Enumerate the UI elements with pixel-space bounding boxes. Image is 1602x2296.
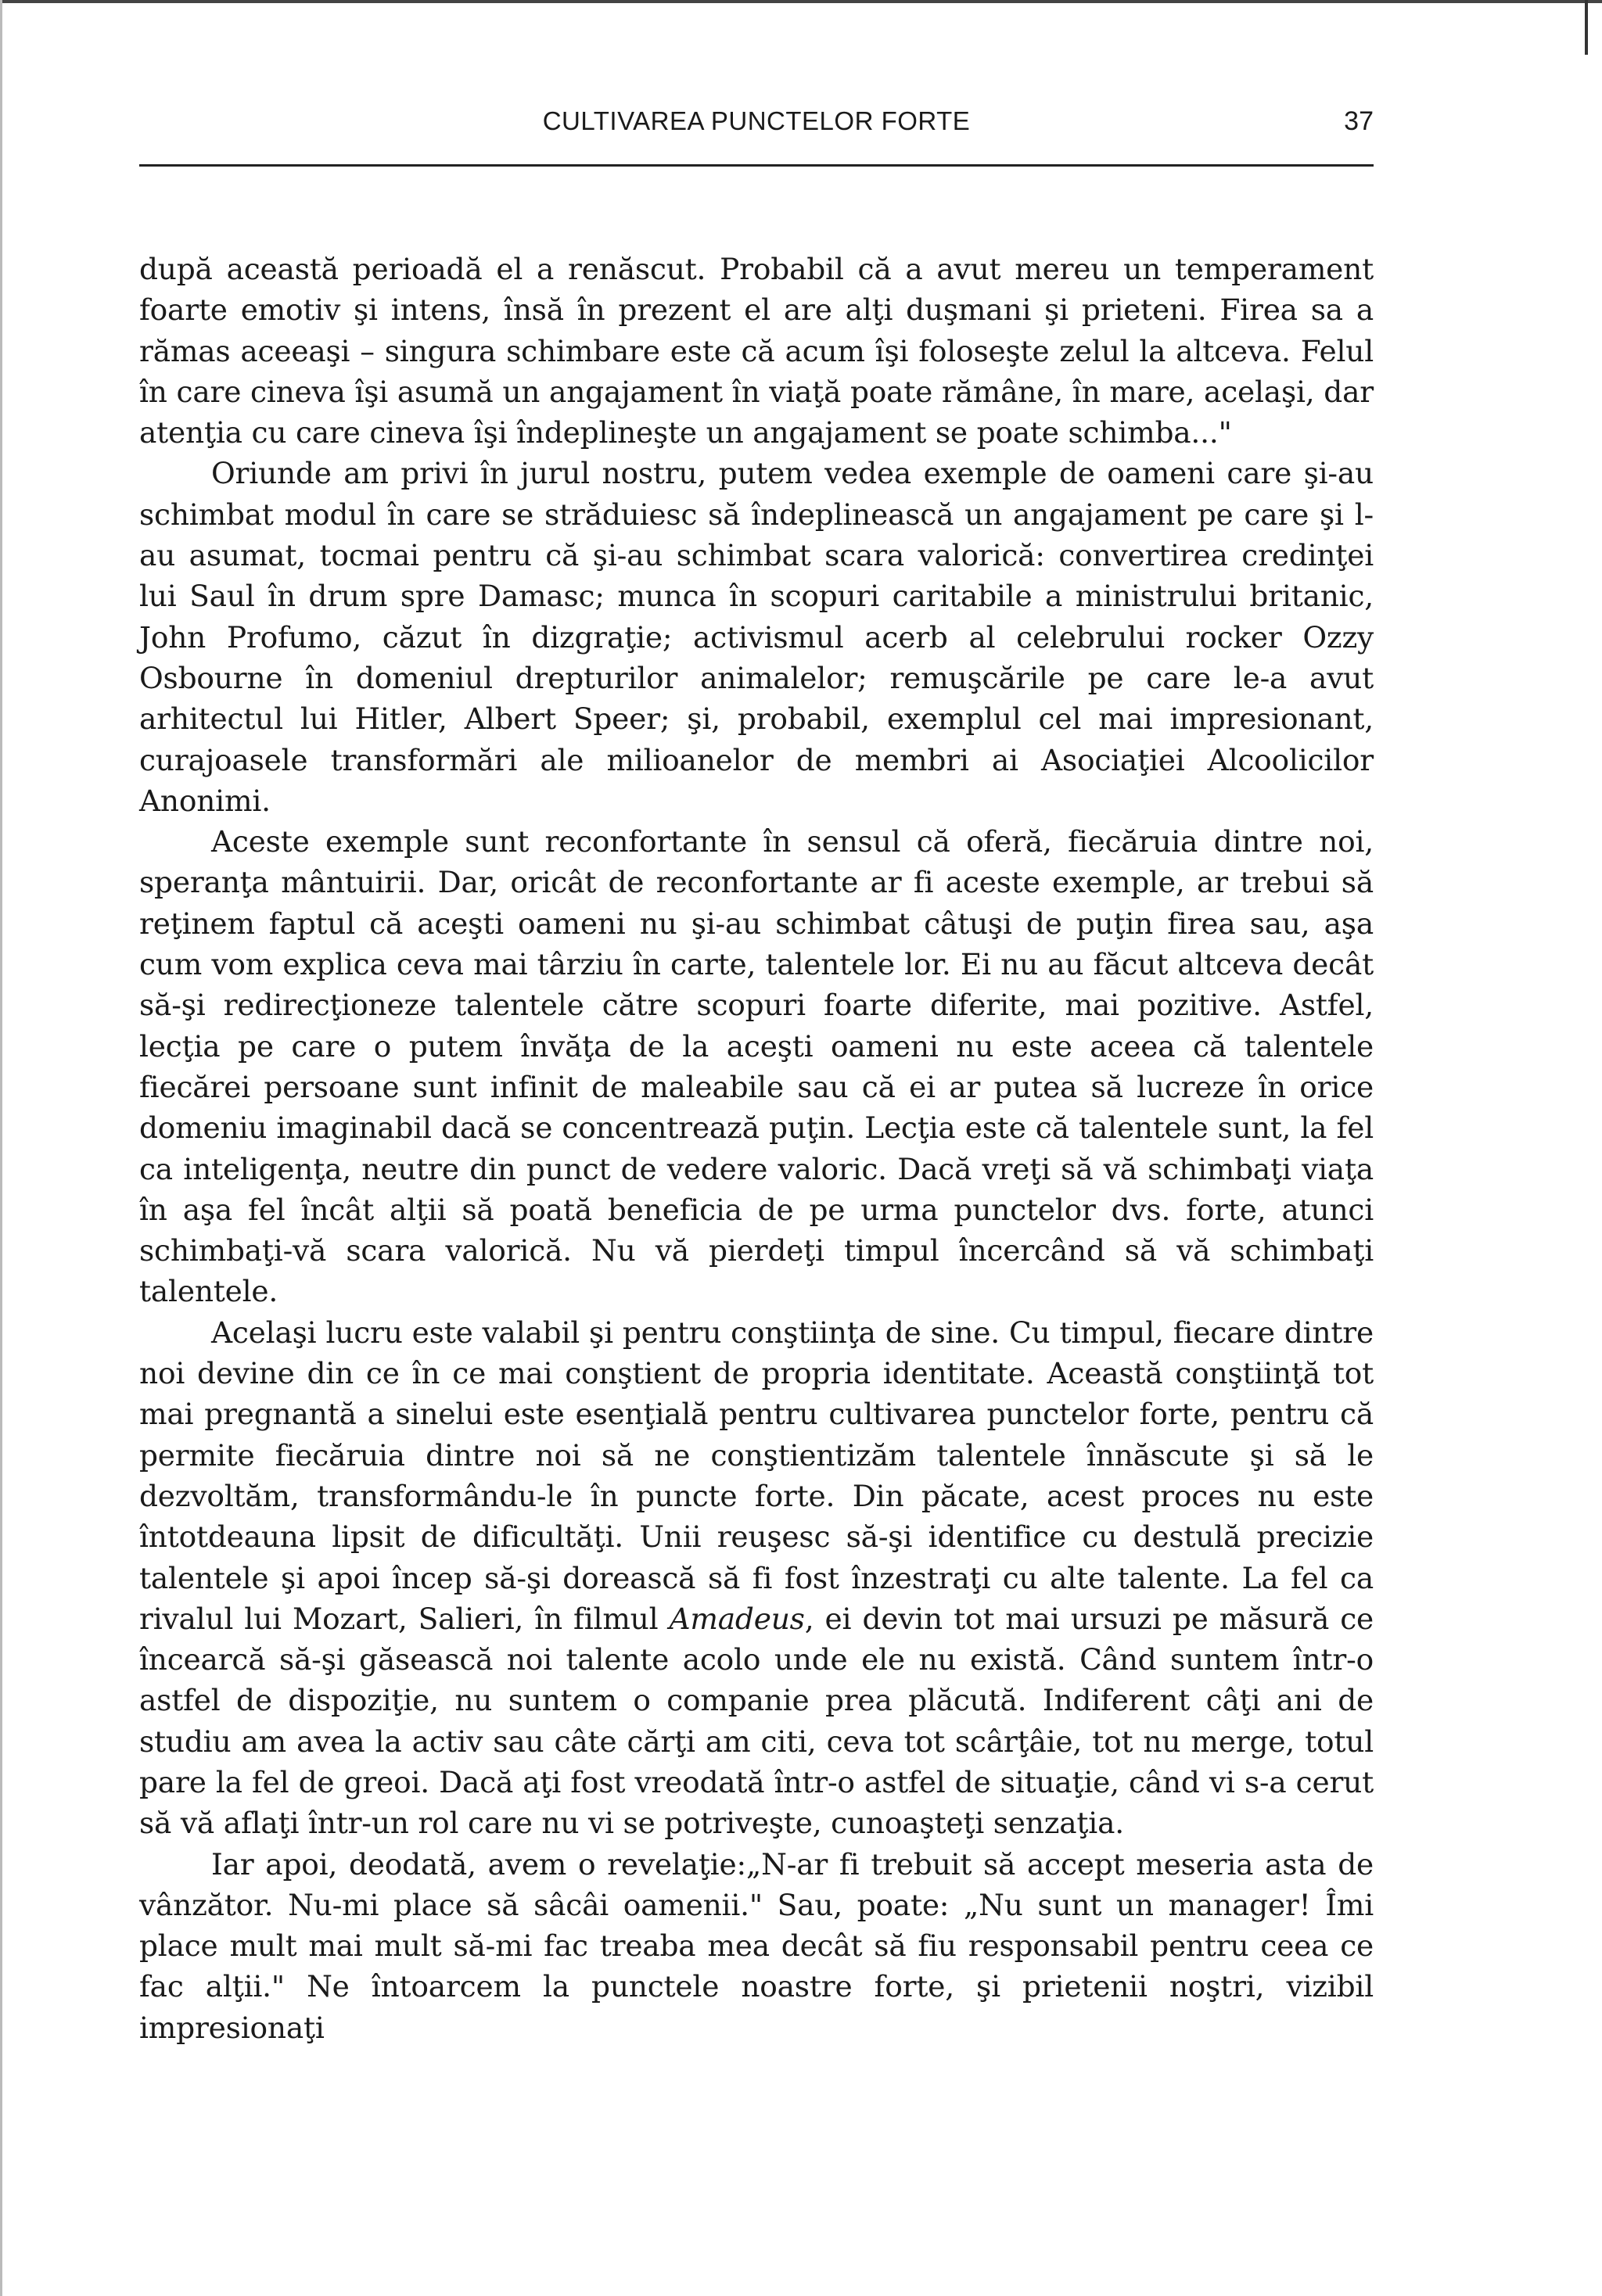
- scan-border-left: [0, 0, 2, 2296]
- paragraph-4-text: Acelaşi lucru este valabil şi pentru conştiinţa de sine. Cu timpul, fiecare dintre noi devine din ce în ce mai conştient de propria identitate. Această conştiinţă tot mai pregnantă a sinelui este esenţială pentru cultivarea punctelor forte, pentru că permite fiecăruia dintre noi să ne conştientizăm talentele înnăscute şi să le dezvoltăm, transformându-le în puncte forte. Din păcate, acest proces nu este întotdeauna lipsit de dificultăţi. Unii reuşesc să-şi identifice cu destulă precizie talentele şi apoi încep să-şi dorească să fi fost înzestraţi cu alte talente. La fel ca rivalul lui Mozart, Salieri, în filmul: [139, 1315, 1374, 1636]
- paragraph-1: după această perioadă el a renăscut. Probabil că a avut mereu un temperament foarte emotiv şi intens, însă în prezent el are alţi duşmani şi prieteni. Firea sa a rămas aceeaşi – singura schimbare este că acum îşi foloseşte zelul la altceva. Felul în care cineva îşi asumă un angajament în viaţă poate rămâne, în mare, acelaşi, dar atenţia cu care cineva îşi îndeplineşte un angajament se poate schimba...": [139, 252, 1374, 450]
- page-number: 37: [1344, 106, 1374, 136]
- running-header-title: CULTIVAREA PUNCTELOR FORTE: [542, 106, 971, 135]
- paragraph-3: Aceste exemple sunt reconfortante în sensul că oferă, fiecăruia dintre noi, speranţa mântuirii. Dar, oricât de reconfortante ar fi aceste exemple, ar trebui să reţinem faptul că aceşti oameni nu şi-au schimbat câtuşi de puţin firea sau, aşa cum vom explica ceva mai târziu în carte, talentele lor. Ei nu au făcut altceva decât să-şi redirecţioneze talentele către scopuri foarte diferite, mai pozitive. Astfel, lecţia pe care o putem învăţa de la aceşti oameni nu este aceea că talentele fiecărei persoane sunt infinit de maleabile sau că ei ar putea să lucreze în orice domeniu imaginabil dacă se concentrează puţin. Lecţia este că talentele sunt, la fel ca inteligenţa, neutre din punct de vedere valoric. Dacă vreţi să vă schimbaţi viaţa în aşa fel încât alţii să poată beneficia de pe urma punctelor dvs. forte, atunci schimbaţi-vă scara valorică. Nu vă pierdeţi timpul încercând să vă schimbaţi talentele.: [139, 824, 1374, 1309]
- running-header: [139, 106, 1374, 145]
- paragraph-2: Oriunde am privi în jurul nostru, putem vedea exemple de oameni care şi-au schimbat modul în care se străduiesc să îndeplinească un angajament pe care şi l-au asumat, tocmai pentru că şi-au schimbat scara valorică: convertirea credinţei lui Saul în drum spre Damasc; munca în scopuri caritabile a ministrului britanic, John Profumo, căzut în dizgraţie; activismul acerb al celebrului rocker Ozzy Osbourne în domeniul drepturilor animalelor; remuşcările pe care le-a avut arhitectul lui Hitler, Albert Speer; şi, probabil, exemplul cel mai impresionant, curajoasele transformări ale milioanelor de membri ai Asociaţiei Alcoolicilor Anonimi.: [139, 456, 1374, 818]
- body-text: [139, 249, 1374, 2048]
- header-rule: [139, 164, 1374, 167]
- film-title: Amadeus: [669, 1601, 805, 1636]
- scan-border-right: [1585, 0, 1588, 55]
- paragraph-5: Iar apoi, deodată, avem o revelaţie:„N-ar fi trebuit să accept meseria asta de vânzător. Nu-mi place să sâcâi oamenii." Sau, poate: „Nu sunt un manager! Îmi place mult mai mult să-mi fac treaba mea decât să fiu responsabil pentru ceea ce fac alţii." Ne întoarcem la punctele noastre forte, şi prietenii noştri, vizibil impresionaţi: [139, 1846, 1374, 2045]
- paragraph-4-continuation: , ei devin tot mai ursuzi pe măsură ce încearcă să-şi găsească noi talente acolo unde ele nu există. Când suntem într-o astfel de dispoziţie, nu suntem o companie prea plăcută. Indiferent câţi ani de studiu am avea la activ sau câte cărţi am citi, ceva tot scârţâie, tot nu merge, totul pare la fel de greoi. Dacă aţi fost vreodată într-o astfel de situaţie, când vi s-a cerut să vă aflaţi într-un rol care nu vi se potriveşte, cunoaşteţi senzaţia.: [139, 1601, 1374, 1841]
- paragraph-4: [139, 1312, 1374, 1844]
- scan-border-top: [0, 0, 1602, 3]
